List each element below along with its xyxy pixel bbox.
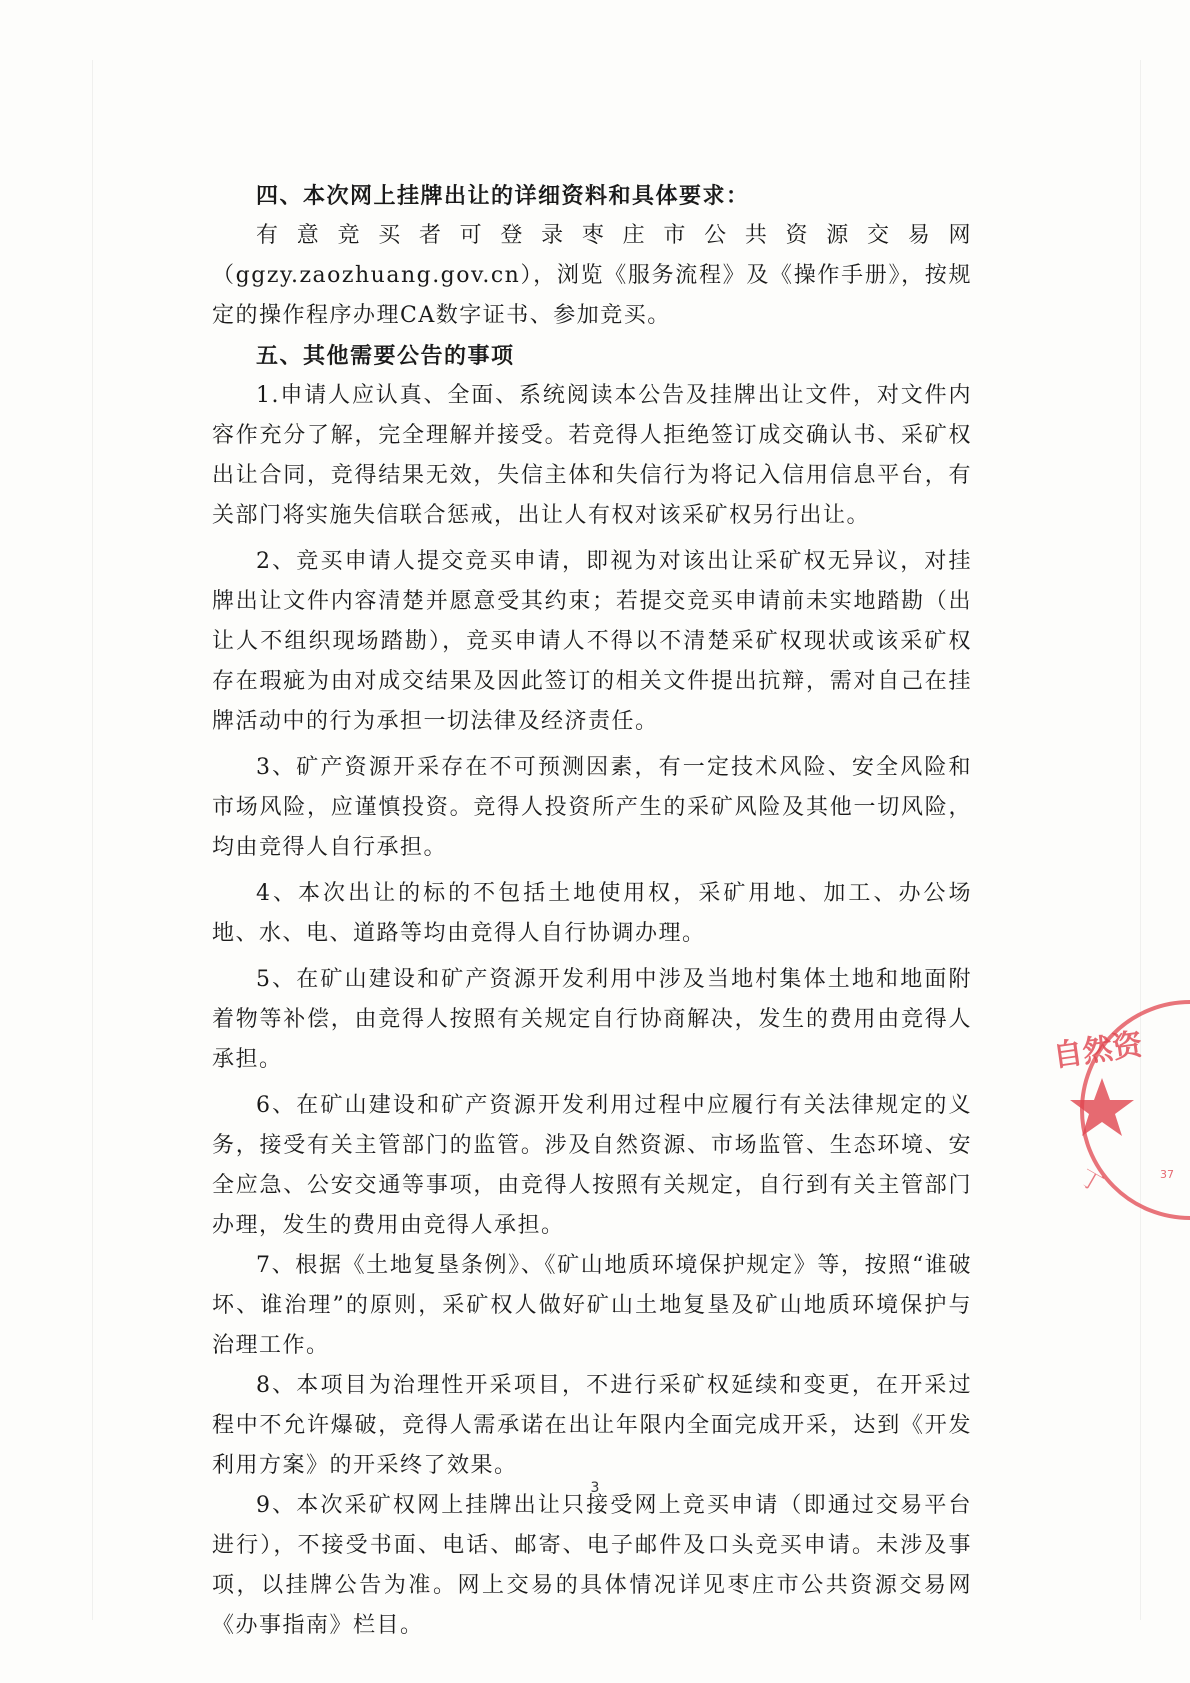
section-5-item-2: 2、竞买申请人提交竞买申请，即视为对该出让采矿权无异议，对挂牌出让文件内容清楚并愿意受其约束；若提交竞买申请前未实地踏勘（出让人不组织现场踏勘），竞买申请人不得以不清楚采矿权现状或该采矿权存在瑕疵为由对成交结果及因此签订的相关文件提出抗辩，需对自己在挂牌活动中的行为承担一切法律及经济责任。 bbox=[212, 549, 972, 734]
official-seal bbox=[1040, 1000, 1190, 1220]
section-5-item-5: 5、在矿山建设和矿产资源开发利用中涉及当地村集体土地和地面附着物等补偿，由竞得人按照有关规定自行协商解决，发生的费用由竞得人承担。 bbox=[212, 967, 972, 1072]
section-5-item-6: 6、在矿山建设和矿产资源开发利用过程中应履行有关法律规定的义务，接受有关主管部门的监管。涉及自然资源、市场监管、生态环境、安全应急、公安交通等事项，由竞得人按照有关规定，自行到有关主管部门办理，发生的费用由竞得人承担。 bbox=[212, 1093, 972, 1238]
section-5-item-3: 3、矿产资源开采存在不可预测因素，有一定技术风险、安全风险和市场风险，应谨慎投资。竞得人投资所产生的采矿风险及其他一切风险，均由竞得人自行承担。 bbox=[212, 755, 972, 860]
seal-code: 37 bbox=[1160, 1168, 1174, 1181]
svg-text:丁: 丁 bbox=[1075, 1165, 1107, 1199]
section-5-heading: 五、其他需要公告的事项 bbox=[256, 343, 515, 369]
section-5-item-1: 1.申请人应认真、全面、系统阅读本公告及挂牌出让文件，对文件内容作充分了解，完全理解并接受。若竞得人拒绝签订成交确认书、采矿权出让合同，竞得结果无效，失信主体和失信行为将记入信用信息平台，有关部门将实施失信联合惩戒，出让人有权对该采矿权另行出让。 bbox=[212, 383, 972, 528]
seal-text: 自然资 bbox=[1050, 1027, 1145, 1075]
scan-edge-right bbox=[1140, 60, 1141, 1620]
section-5-item-8: 8、本项目为治理性开采项目，不进行采矿权延续和变更，在开采过程中不允许爆破，竞得人需承诺在出让年限内全面完成开采，达到《开发利用方案》的开采终了效果。 bbox=[212, 1373, 972, 1478]
seal-star-icon bbox=[1070, 1078, 1134, 1136]
section-4-paragraph: 有意竞买者可登录枣庄市公共资源交易网（ggzy.zaozhuang.gov.cn），浏览《服务流程》及《操作手册》，按规定的操作程序办理CA数字证书、参加竞买。 bbox=[212, 223, 972, 328]
page-number: 3 bbox=[590, 1480, 600, 1496]
document-body bbox=[212, 176, 972, 1646]
section-5-item-9: 9、本次采矿权网上挂牌出让只接受网上竞买申请（即通过交易平台进行），不接受书面、电话、邮寄、电子邮件及口头竞买申请。未涉及事项，以挂牌公告为准。网上交易的具体情况详见枣庄市公共资源交易网《办事指南》栏目。 bbox=[212, 1493, 972, 1638]
seal-stamp-icon bbox=[1040, 1000, 1190, 1220]
section-4-heading: 四、本次网上挂牌出让的详细资料和具体要求： bbox=[256, 183, 750, 209]
section-5-item-7: 7、根据《土地复垦条例》、《矿山地质环境保护规定》等，按照“谁破坏、谁治理”的原则，采矿权人做好矿山土地复垦及矿山地质环境保护与治理工作。 bbox=[212, 1253, 972, 1358]
section-5-item-4: 4、本次出让的标的不包括土地使用权，采矿用地、加工、办公场地、水、电、道路等均由竞得人自行协调办理。 bbox=[212, 881, 972, 946]
scan-edge-left bbox=[92, 60, 93, 1620]
